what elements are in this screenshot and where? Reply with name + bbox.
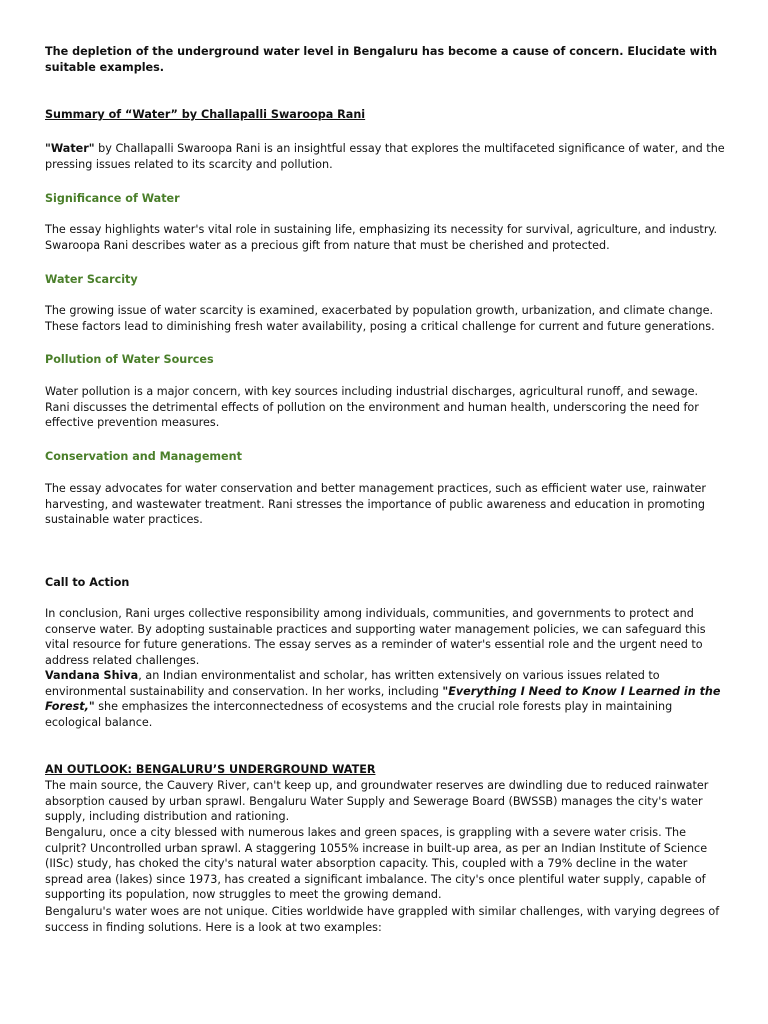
section-body-conservation: The essay advocates for water conservation and better management practices, such as efficient water use, rainwater harvesting, and wastewater treatment. Rani stresses the importance of public awareness and education in promoting sustainable water practices. [45,482,707,527]
outlook-heading: AN OUTLOOK: BENGALURU’S UNDERGROUND WATER [45,763,376,776]
section-body-significance: The essay highlights water's vital role in sustaining life, emphasizing its necessity for survival, agriculture, and industry. Swaroopa Rani describes water as a precious gift from nature that must be cherished and protected. [45,223,717,252]
question-text: The depletion of the underground water level in Bengaluru has become a cause of concern. Elucidate with suitable examples. [45,45,718,74]
section-heading-scarcity: Water Scarcity [45,273,138,286]
call-to-action-heading: Call to Action [45,576,130,589]
section-heading-conservation: Conservation and Management [45,450,242,463]
vandana-shiva-book-title: "Everything I Need to Know I Learned in the Forest," [45,684,721,714]
section-body-pollution: Water pollution is a major concern, with key sources including industrial discharges, agricultural runoff, and sewage. Rani discusses the detrimental effects of pollution on the environment and human health, underscoring the need for effective prevention measures. [45,385,699,430]
outlook-paragraph-2: Bengaluru, once a city blessed with numerous lakes and green spaces, is grappling with a severe water crisis. The culprit? Uncontrolled urban sprawl. A staggering 1055% increase in built-up area, as per an Indian Institute of Science (IISc) study, has choked the city's natural water absorption capacity. This, coupled with a 79% decline in the water spread area (lakes) since 1973, has created a significant imbalance. The city's once plentiful water supply, capable of supporting its population, now struggles to meet the growing demand. [45,826,708,902]
intro-text: by Challapalli Swaroopa Rani is an insightful essay that explores the multifaceted significance of water, and the pressing issues related to its scarcity and pollution. [45,142,725,171]
section-heading-pollution: Pollution of Water Sources [45,353,214,366]
vandana-shiva-text-1: , an Indian environmentalist and scholar, has written extensively on various issues related to environmental sustainability and conservation. In her works, including [45,669,660,698]
section-heading-significance: Significance of Water [45,192,180,205]
outlook-paragraph-1: The main source, the Cauvery River, can't keep up, and groundwater reserves are dwindling due to reduced rainwater absorption caused by urban sprawl. Bengaluru Water Supply and Sewerage Board (BWSSB) manages the city's water supply, including distribution and rationing. [45,779,709,824]
vandana-shiva-name: Vandana Shiva [45,669,139,682]
call-to-action-body: In conclusion, Rani urges collective responsibility among individuals, communities, and governments to protect and conserve water. By adopting sustainable practices and supporting water management policies, we can safeguard this vital resource for future generations. The essay serves as a reminder of water's essential role and the urgent need to address related challenges. [45,607,706,667]
vandana-shiva-text-2: she emphasizes the interconnectedness of ecosystems and the crucial role forests play in maintaining ecological balance. [45,700,673,729]
intro-bold-title: "Water" [45,142,95,155]
vandana-shiva-paragraph [45,668,725,730]
outlook-paragraph-3: Bengaluru's water woes are not unique. Cities worldwide have grappled with similar challenges, with varying degrees of success in finding solutions. Here is a look at two examples: [45,905,720,934]
section-body-scarcity: The growing issue of water scarcity is examined, exacerbated by population growth, urbanization, and climate change. These factors lead to diminishing fresh water availability, posing a critical challenge for current and future generations. [45,304,715,333]
summary-heading: Summary of “Water” by Challapalli Swaroopa Rani [45,108,366,121]
intro-paragraph [45,141,725,172]
